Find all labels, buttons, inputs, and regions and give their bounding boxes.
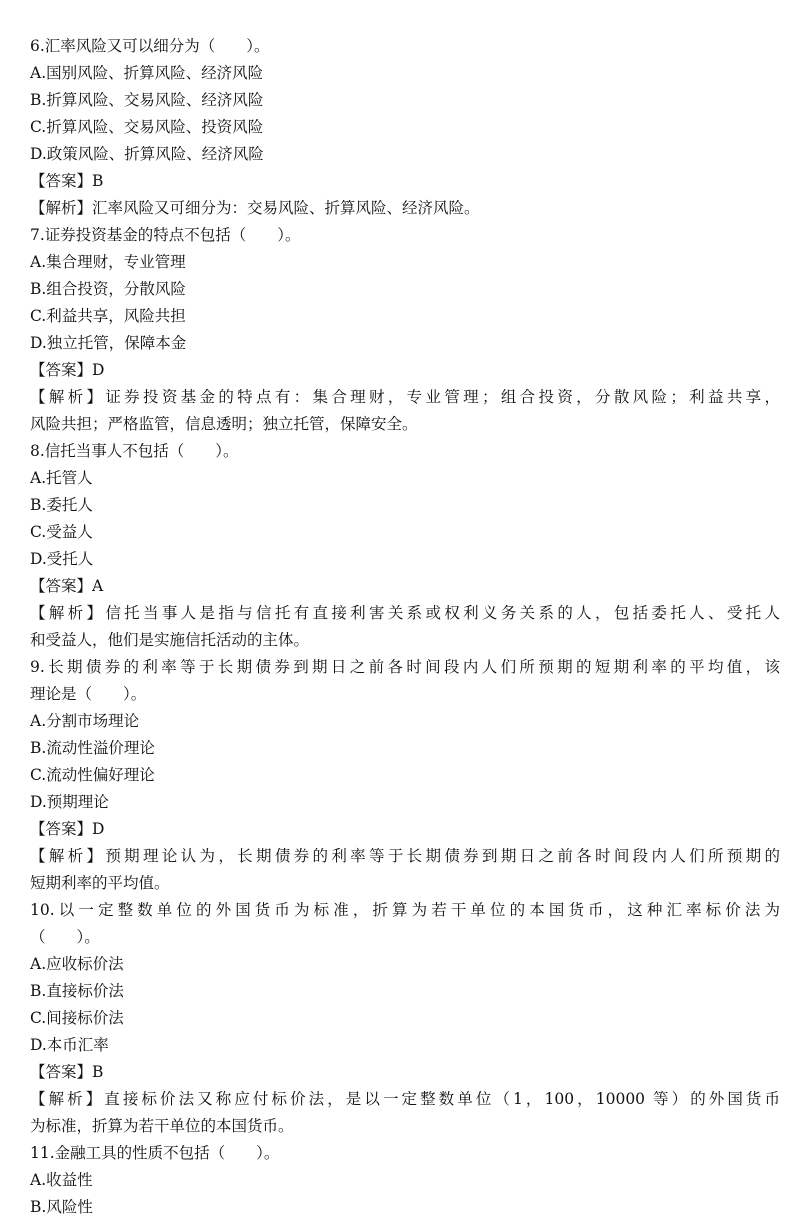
question-stem: 6.汇率风险又可以细分为（ ）。	[30, 37, 270, 55]
question-9	[30, 654, 780, 897]
option-b: B.委托人	[30, 496, 93, 514]
analysis-line: 短期利率的平均值。	[30, 874, 170, 892]
option-b: B.组合投资，分散风险	[30, 280, 186, 298]
option-d: D.预期理论	[30, 793, 109, 811]
option-c: C.利益共享，风险共担	[30, 307, 186, 325]
analysis-line: 和受益人，他们是实施信托活动的主体。	[30, 631, 310, 649]
option-b: B.风险性	[30, 1198, 93, 1216]
option-d: D.受托人	[30, 550, 94, 568]
analysis-line: 【解析】预期理论认为，长期债券的利率等于长期债券到期日之前各时间段内人们所预期的	[30, 847, 780, 865]
analysis-line: 【解析】直接标价法又称应付标价法，是以一定整数单位（1，100，10000 等）的外国货币	[30, 1090, 780, 1108]
question-stem: 9.长期债券的利率等于长期债券到期日之前各时间段内人们所预期的短期利率的平均值，该	[30, 658, 780, 676]
analysis-line: 为标准，折算为若干单位的本国货币。	[30, 1117, 294, 1135]
option-a: A.集合理财，专业管理	[30, 253, 186, 271]
question-8	[30, 438, 780, 654]
question-stem: 理论是（ ）。	[30, 685, 147, 703]
option-c: C.流动性偏好理论	[30, 766, 155, 784]
option-d: D.本币汇率	[30, 1036, 109, 1054]
question-11	[30, 1140, 780, 1221]
analysis-line: 【解析】信托当事人是指与信托有直接利害关系或权利义务关系的人，包括委托人、受托人	[30, 604, 780, 622]
analysis-line: 【解析】证券投资基金的特点有：集合理财，专业管理；组合投资，分散风险；利益共享，	[30, 388, 780, 406]
option-c: C.间接标价法	[30, 1009, 124, 1027]
question-6	[30, 33, 780, 222]
option-d: D.独立托管，保障本金	[30, 334, 187, 352]
option-b: B.流动性溢价理论	[30, 739, 155, 757]
option-a: A.收益性	[30, 1171, 93, 1189]
answer-line: 【答案】B	[30, 172, 104, 190]
question-stem: （ ）。	[30, 928, 100, 946]
question-7	[30, 222, 780, 438]
option-a: A.应收标价法	[30, 955, 124, 973]
option-a: A.托管人	[30, 469, 93, 487]
question-stem: 8.信托当事人不包括（ ）。	[30, 442, 239, 460]
document-page	[30, 33, 780, 1221]
analysis-line: 风险共担；严格监管，信息透明；独立托管，保障安全。	[30, 415, 418, 433]
answer-line: 【答案】A	[30, 577, 104, 595]
answer-line: 【答案】D	[30, 361, 105, 379]
analysis-line: 【解析】汇率风险又可细分为：交易风险、折算风险、经济风险。	[30, 199, 480, 217]
option-b: B.直接标价法	[30, 982, 124, 1000]
answer-line: 【答案】B	[30, 1063, 104, 1081]
option-c: C.折算风险、交易风险、投资风险	[30, 118, 264, 136]
question-stem: 11.金融工具的性质不包括（ ）。	[30, 1144, 280, 1162]
option-b: B.折算风险、交易风险、经济风险	[30, 91, 264, 109]
answer-line: 【答案】D	[30, 820, 105, 838]
question-stem: 7.证券投资基金的特点不包括（ ）。	[30, 226, 301, 244]
option-c: C.受益人	[30, 523, 93, 541]
question-stem: 10.以一定整数单位的外国货币为标准，折算为若干单位的本国货币，这种汇率标价法为	[30, 901, 780, 919]
option-d: D.政策风险、折算风险、经济风险	[30, 145, 264, 163]
option-a: A.国别风险、折算风险、经济风险	[30, 64, 264, 82]
option-a: A.分割市场理论	[30, 712, 140, 730]
question-10	[30, 897, 780, 1140]
